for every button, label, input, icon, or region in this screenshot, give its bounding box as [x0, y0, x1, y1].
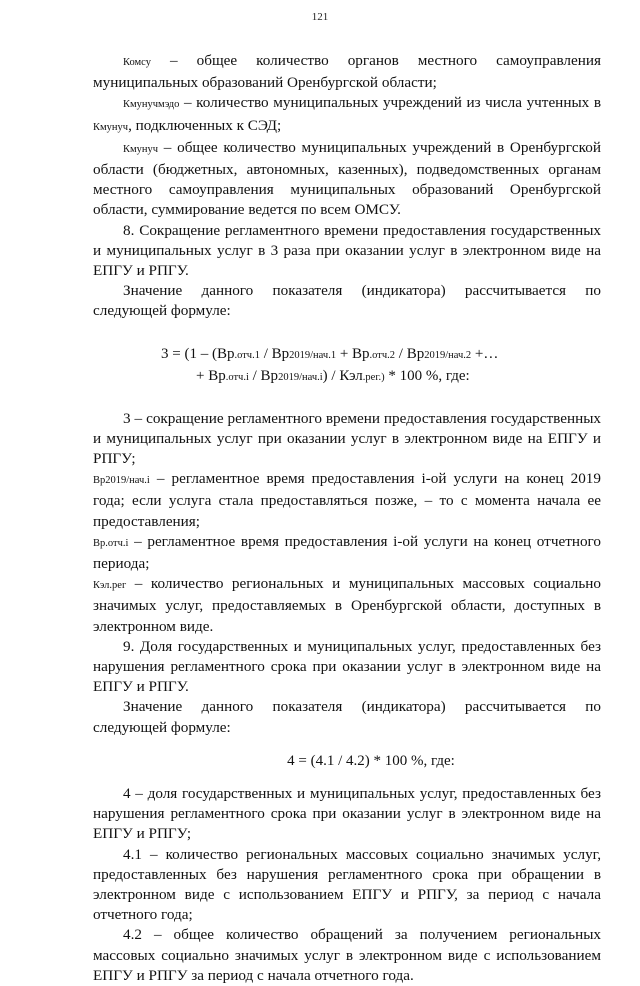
definition-text: – общее количество муниципальных учреждений в Оренбургской области (бюджетных, автономных, казенных), подведомственных органам местного самоуправления муниципальных образований Оренбургской области, суммирование ведется по всем ОМСУ. [93, 138, 601, 219]
item-8-def-kelreg [93, 574, 601, 637]
symbol: Комсу [123, 57, 151, 68]
formula-part: .отч.1 [234, 349, 260, 361]
formula-part: + Вр [196, 367, 226, 384]
item-8-title: 8. Сокращение регламентного времени предоставления государственных и муниципальных услуг в 3 раза при оказании услуг в электронном виде на ЕПГУ и РПГУ. [93, 221, 601, 280]
item-9-def-4-2: 4.2 – общее количество обращений за получением региональных массовых социально значимых услуг в электронном виде с использованием ЕПГУ и РПГУ за период с начала отчетного года. [93, 926, 601, 984]
definition-kmunuchmedo [93, 93, 601, 137]
formula-part: * 100 %, где: [384, 367, 470, 384]
formula-part: / Вр [248, 367, 279, 384]
formula-part: .рег.) [362, 371, 385, 383]
definition-text: – количество региональных и муниципальных массовых социально значимых услуг, предоставляемых в Оренбургской области, доступных в электронном виде. [93, 575, 601, 635]
item-9-def-4-1: 4.1 – количество региональных массовых социально значимых услуг, предоставленных без нарушения регламентного срока при обращении в электронном виде с использованием ЕПГУ и РПГУ, за период с начала отчетного года; [93, 845, 601, 924]
formula-part: 2019/нач.i [278, 371, 323, 383]
formula-part: +… [471, 345, 499, 362]
symbol: Кмунуч [123, 143, 159, 155]
formula-part: + Вр [336, 345, 370, 362]
definition-komsu [93, 51, 601, 93]
formula-part: ) / Кэл [322, 367, 363, 384]
page-body [93, 51, 601, 986]
item-8-def-vr2019 [93, 469, 601, 532]
symbol: Вр2019/нач.i [93, 475, 150, 487]
formula-1 [93, 344, 601, 388]
formula-part: .отч.i [225, 371, 249, 383]
definition-text: – общее количество органов местного самоуправления муниципальных образований Оренбургской области; [93, 52, 601, 92]
formula-part: 2019/нач.1 [289, 349, 337, 361]
formula-part: 3 = (1 – (Вр [161, 345, 235, 362]
symbol: Кмунучмэдо [123, 99, 180, 111]
definition-kmunuch [93, 138, 601, 221]
item-8-def-vrotch [93, 532, 601, 574]
symbol: Кмунуч [93, 121, 129, 133]
formula-2: 4 = (4.1 / 4.2) * 100 %, где: [287, 752, 455, 769]
page-number: 121 [311, 11, 329, 23]
definition-text: – регламентное время предоставления i-ой услуги на конец 2019 года; если услуга стала предоставляться позже, – то с момента начала ее предоставления; [93, 470, 601, 530]
formula-1-line-1 [161, 346, 498, 362]
item-9-intro: Значение данного показателя (индикатора) рассчитывается по следующей формуле: [93, 698, 601, 736]
formula-part: .отч.2 [369, 349, 396, 361]
definition-text: – количество муниципальных учреждений из числа учтенных в [179, 94, 601, 112]
formula-part: / Вр [395, 345, 425, 362]
formula-1-line-2 [161, 366, 601, 388]
definition-text: – регламентное время предоставления i-ой услуги на конец отчетного периода; [93, 532, 601, 573]
formula-part: / Вр [259, 345, 290, 362]
item-8-def-3: 3 – сокращение регламентного времени предоставления государственных и муниципальных услуг при оказании услуг в электронном виде на ЕПГУ и РПГУ; [93, 409, 601, 468]
symbol: Кэл.рег [93, 580, 127, 592]
formula-part: 2019/нач.2 [424, 349, 472, 361]
item-9-title: 9. Доля государственных и муниципальных услуг, предоставленных без нарушения регламентного срока при оказании услуг в электронном виде на ЕПГУ и РПГУ. [93, 637, 601, 696]
item-9-def-4: 4 – доля государственных и муниципальных услуг, предоставленных без нарушения регламентного срока при оказании услуг в электронном виде на ЕПГУ и РПГУ; [93, 784, 601, 843]
symbol: Вр.отч.i [93, 537, 129, 549]
item-8-intro: Значение данного показателя (индикатора) рассчитывается по следующей формуле: [93, 282, 601, 320]
definition-text: , подключенных к СЭД; [128, 116, 282, 134]
